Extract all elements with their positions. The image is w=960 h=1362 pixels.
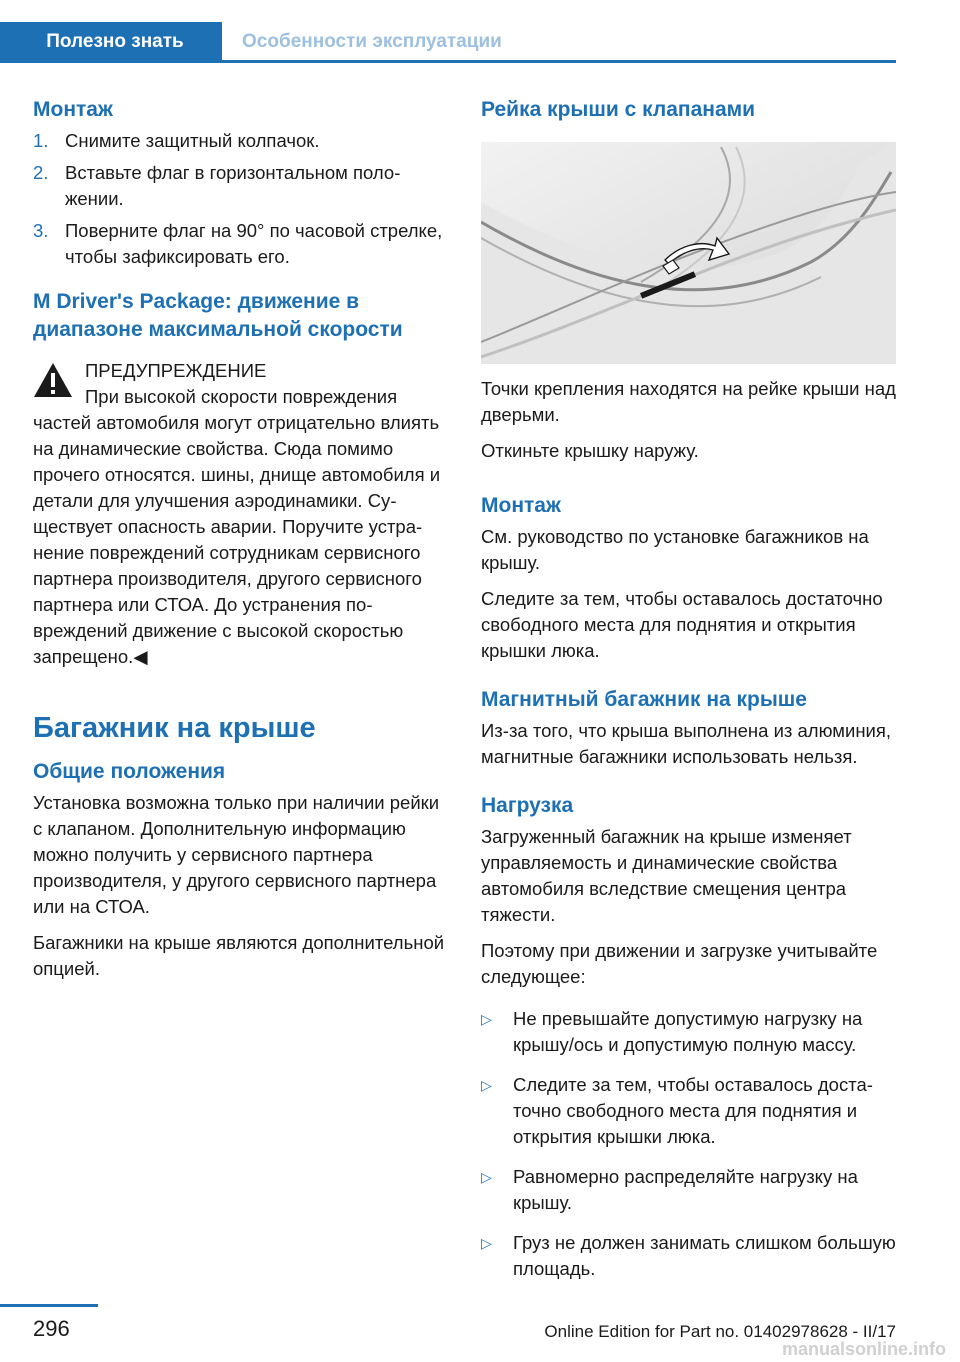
rail-heading: Рейка крыши с клапанами — [481, 98, 756, 121]
right-column — [481, 96, 896, 1296]
left-column — [33, 96, 451, 992]
step-text: Снимите защитный колпачок. — [65, 130, 320, 151]
header-divider — [0, 60, 896, 63]
step-number: 2. — [33, 162, 49, 183]
step-text: Поверните флаг на 90° по часовой стрелке, чтобы зафиксировать его. — [65, 220, 443, 267]
bullet-triangle-icon: ▷ — [481, 1235, 492, 1251]
load-paragraph: Поэтому при движении и загрузке учитывайте следующее: — [481, 940, 878, 987]
list-item-text: Не превышайте допустимую нагрузку на крышу/ось и допустимую полную массу. — [513, 1008, 863, 1055]
list-item — [481, 1006, 896, 1058]
load-list — [481, 1006, 896, 1282]
edition-info: Online Edition for Part no. 01402978628 - II/17 — [544, 1322, 896, 1341]
load-paragraph: Загруженный багажник на крыше изменяет управляемость и динамические свойства автомобиля вследствие смещения центра тяжести. — [481, 826, 852, 925]
step-number: 3. — [33, 220, 49, 241]
bullet-triangle-icon: ▷ — [481, 1011, 492, 1027]
roof-rack-title: Багажник на крыше — [33, 712, 316, 744]
right-mount-heading: Монтаж — [481, 494, 561, 517]
mount-paragraph: См. руководство по установке багажников на крышу. — [481, 526, 869, 573]
roof-rail-illustration — [481, 142, 896, 364]
footer-divider — [0, 1304, 98, 1307]
warning-block — [33, 358, 451, 410]
list-item-text: Равномерно распределяйте нагрузку на крышу. — [513, 1166, 858, 1213]
mount-heading: Монтаж — [33, 98, 113, 121]
rail-paragraph: Откиньте крышку наружу. — [481, 440, 699, 461]
warning-label: ПРЕДУПРЕЖДЕНИЕ — [85, 360, 267, 381]
list-item — [481, 1072, 896, 1150]
step-text: Вставьте флаг в горизонтальном положении. — [65, 162, 401, 209]
tab-useful-info[interactable]: Полезно знать — [0, 22, 222, 62]
page-header — [0, 0, 960, 64]
warning-first-line: При высокой скорости повреждения — [85, 386, 398, 407]
load-heading: Нагрузка — [481, 794, 574, 817]
warning-triangle-icon — [33, 362, 73, 398]
mount-paragraph: Следите за тем, чтобы оставалось достаточно свободного места для поднятия и открытия крышки люка. — [481, 588, 883, 661]
general-paragraph: Багажники на крыше являются дополнительной опцией. — [33, 932, 445, 979]
mount-steps — [33, 128, 451, 270]
list-item — [33, 160, 451, 212]
step-number: 1. — [33, 130, 49, 151]
magnet-heading: Магнитный багажник на крыше — [481, 688, 807, 711]
list-item — [33, 128, 451, 154]
mdriver-heading: M Driver's Package: движение в диапазоне максимальной скорости — [33, 290, 403, 341]
general-paragraph: Установка возможна только при наличии рейки с клапаном. Дополнительную информацию можно получить у сервисного партнера производителя, у другого сервисного партнера или на СТОА. — [33, 792, 440, 917]
general-heading: Общие положения — [33, 760, 226, 783]
rail-paragraph: Точки крепления находятся на рейке крыши над дверьми. — [481, 378, 896, 425]
list-item-text: Груз не должен занимать слишком большую площадь. — [513, 1232, 896, 1279]
list-item — [481, 1164, 896, 1216]
list-item — [481, 1230, 896, 1282]
bullet-triangle-icon: ▷ — [481, 1077, 492, 1093]
bullet-triangle-icon: ▷ — [481, 1169, 492, 1185]
warning-text: частей автомобиля могут отрицательно влиять на динамические свойства. Сюда помимо прочего относятся. шины, днище автомобиля и детали для улучшения аэродинамики. Существует опасность аварии. Поручите устранение повреждений сотрудникам сервисного партнера производителя, другого сервисного партнера или СТОА. До устранения повреждений движение с высокой скоростью запрещено.◀ — [33, 412, 441, 667]
page-number: 296 — [33, 1316, 70, 1341]
magnet-paragraph: Из-за того, что крыша выполнена из алюминия, магнитные багажники использовать нельзя. — [481, 720, 892, 767]
list-item — [33, 218, 451, 270]
watermark: manualsonline.info — [781, 1339, 946, 1359]
tab-operation-features[interactable]: Особенности эксплуатации — [242, 31, 502, 52]
list-item-text: Следите за тем, чтобы оставалось достаточно свободного места для поднятия и открытия крышки люка. — [513, 1074, 873, 1147]
